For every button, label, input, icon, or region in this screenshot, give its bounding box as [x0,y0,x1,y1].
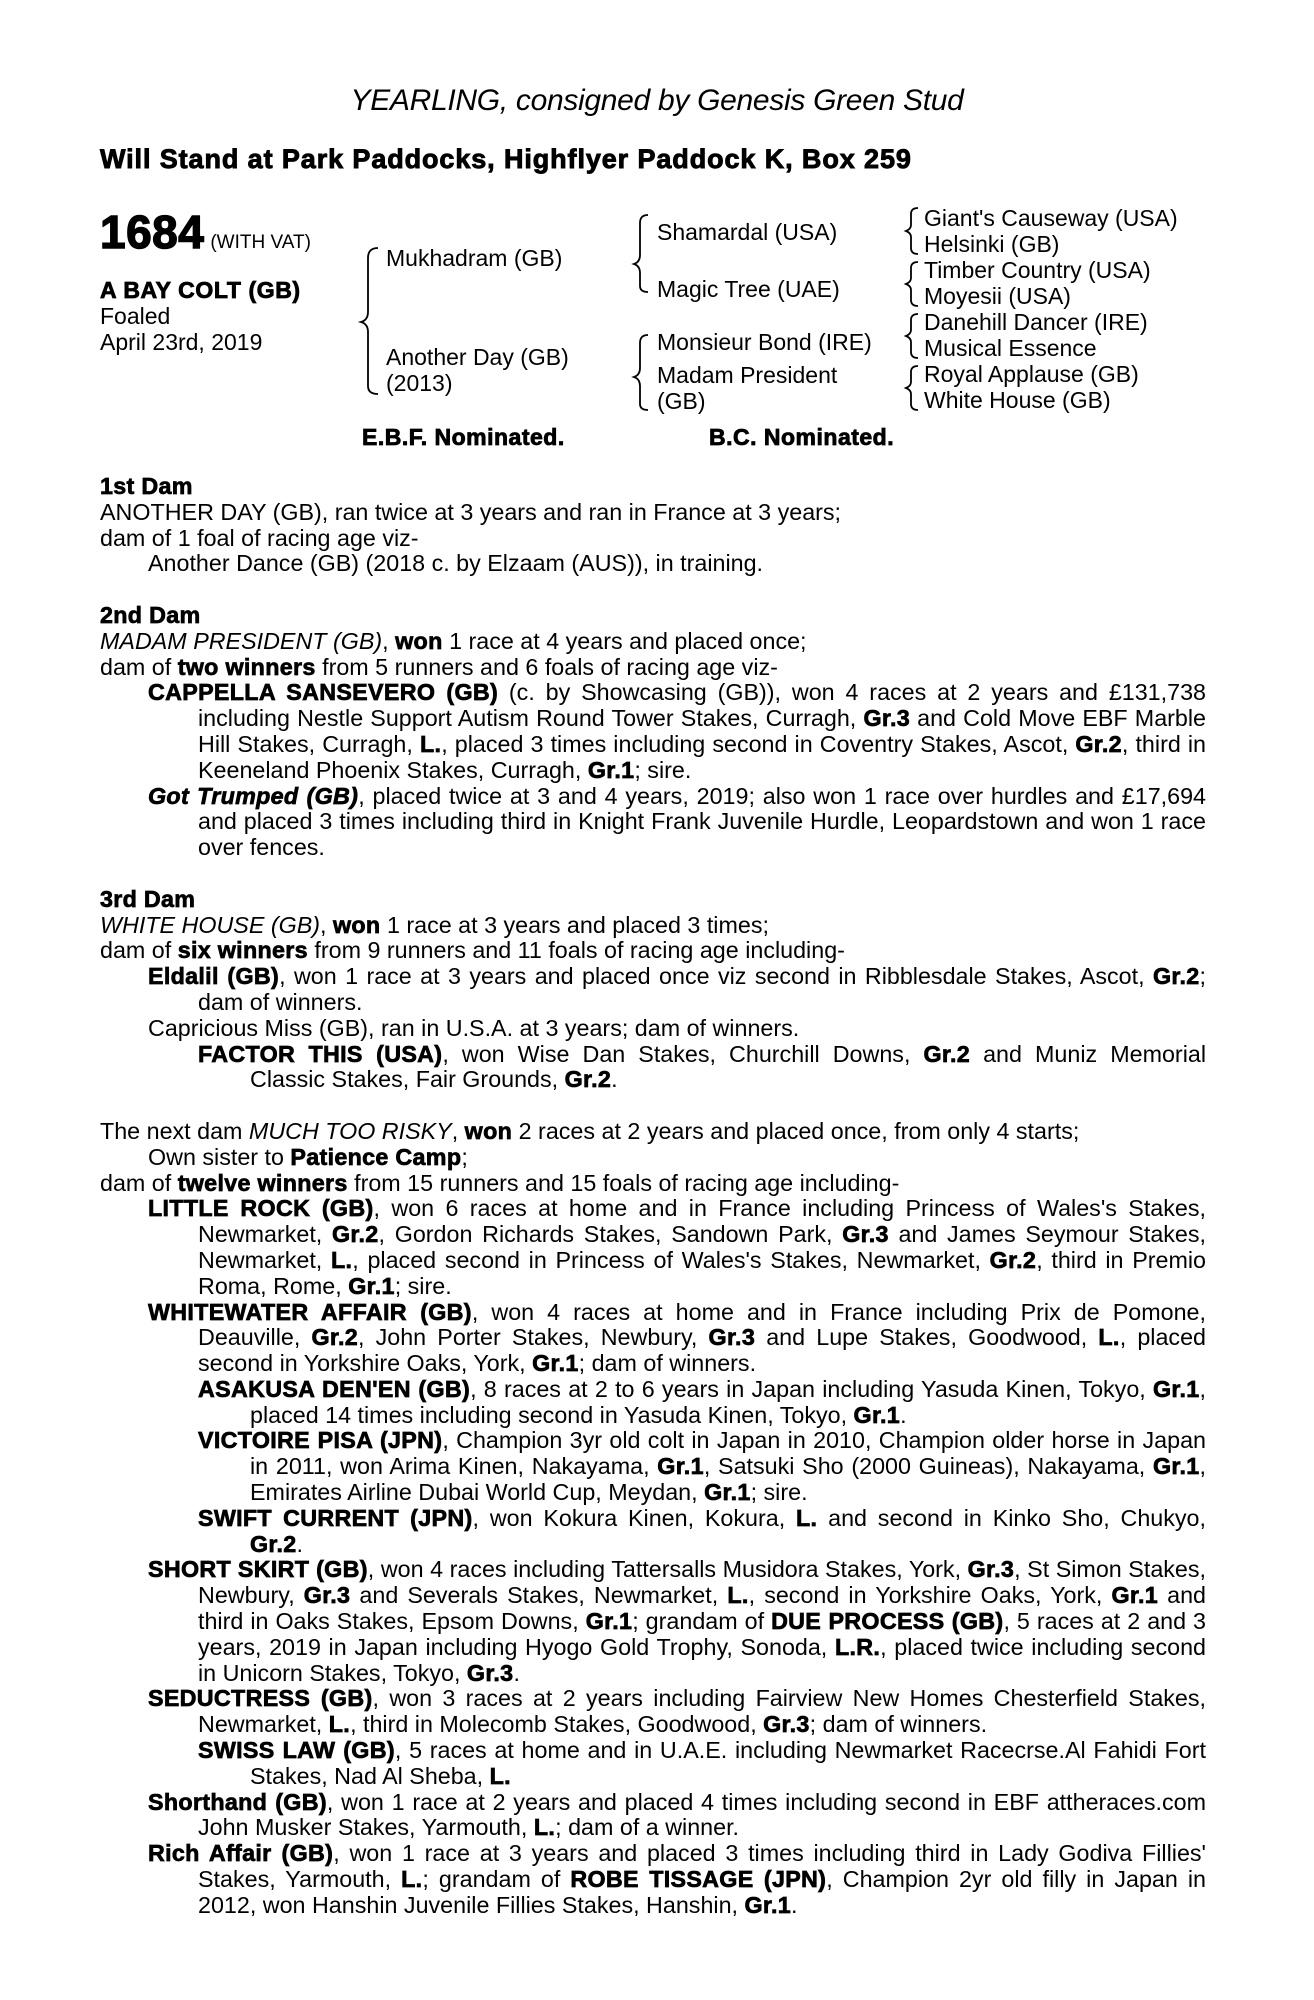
entry-text: ; dam of winners. [809,1711,988,1738]
entry-text: from 5 runners and 6 foals of racing age viz- [315,653,778,680]
entry-text: ; [461,1143,468,1170]
entry-text: The next dam [100,1117,249,1144]
section-spacer [100,1093,1206,1119]
lot-description: A BAY COLT (GB) [100,277,301,303]
emphasis-text: ASAKUSA DEN'EN (GB) [198,1375,471,1402]
entry-text: , 5 races at home and in U.A.E. including Newmarket Racecrse.Al Fahidi Fort Stakes, Nad Al Sheba, [250,1737,1206,1789]
pedigree-sire: Mukhadram (GB) [386,245,563,271]
entry-text: ; grandam of [422,1866,571,1893]
emphasis-text: two winners [177,653,316,680]
pedigree-entry [100,1042,1206,1094]
emphasis-text: Gr.3 [303,1582,351,1609]
emphasis-text: SEDUCTRESS (GB) [148,1685,373,1712]
stand-location: Will Stand at Park Paddocks, Highflyer Paddock K, Box 259 [100,144,912,174]
entry-text: , third in Molecomb Stakes, Goodwood, [350,1711,764,1738]
emphasis-text: Rich Affair (GB) [148,1840,334,1867]
entry-text: ANOTHER DAY (GB), ran twice at 3 years and ran in France at 3 years; [100,498,842,525]
entry-text: (c. by Showcasing (GB)), won 4 races at 2 years and £131,738 including Nestle Support Autism Round Tower Stakes, Curragh, [198,679,1206,732]
entry-text: , third in Keeneland Phoenix Stakes, Curragh, [198,730,1206,783]
entry-text: , placed 3 times including second in Coventry Stakes, Ascot, [441,730,1076,757]
section-heading: 2nd Dam [100,601,201,628]
entry-text: dam of 1 foal of racing age viz- [100,524,419,551]
pedigree-dam-year: (2013) [386,370,453,396]
entry-text: . [900,1401,907,1428]
entry-text: Own sister to [148,1143,291,1170]
dam-section [100,603,1206,861]
emphasis-text: L. [489,1762,511,1789]
entry-text: , [451,1117,465,1144]
entry-text: , won Kokura Kinen, Kokura, [472,1504,796,1531]
emphasis-text: LITTLE ROCK (GB) [148,1195,374,1222]
dam-sections [100,474,1206,1919]
entry-text: , Champion 2yr old filly in Japan in 2012, won Hanshin Juvenile Fillies Stakes, Hanshin, [198,1866,1206,1918]
emphasis-text: Gr.2 [923,1040,971,1067]
pedigree-entry [100,1377,1206,1429]
entry-text: , 5 races at 2 and 3 years, 2019 in Japan including Hyogo Gold Trophy, Sonoda, [198,1608,1207,1660]
entry-text: , second in Yorkshire Oaks, York, [748,1582,1112,1609]
dam-section [100,1119,1206,1919]
pedigree-dam-dam-country: (GB) [657,388,706,414]
emphasis-text: six winners [177,937,308,964]
entry-text: , [382,627,396,654]
entry-text: ; dam of a winner. [555,1814,740,1841]
foaled-label: Foaled [100,303,171,329]
entry-text: . [296,1530,304,1557]
emphasis-text: Patience Camp [290,1143,462,1170]
brace-icon [906,366,918,410]
emphasis-text: SWIFT CURRENT (JPN) [198,1504,473,1531]
emphasis-text: Gr.1 [348,1272,395,1299]
emphasis-text: L. [419,730,442,757]
emphasis-text: Gr.3 [842,1221,889,1248]
pedigree-dam-name: Another Day (GB) [386,344,569,370]
pedigree-entry [100,1300,1206,1377]
emphasis-text: CAPPELLA SANSEVERO (GB) [148,679,499,706]
entry-text: , won 1 race at 3 years and placed 3 times including third in Lady Godiva Fillies' Stakes, Yarmouth, [198,1840,1206,1893]
emphasis-text: WHITEWATER AFFAIR (GB) [148,1298,472,1325]
entry-text: ; grandam of [632,1608,772,1635]
pedigree-entry [100,1738,1206,1790]
entry-text: 2 races at 2 years and placed once, from only 4 starts; [512,1117,1080,1144]
pedigree-entry [100,1145,1206,1171]
brace-icon [906,262,918,306]
emphasis-text: Gr.1 [1111,1582,1159,1609]
entry-text: , placed twice at 3 and 4 years, 2019; also won 1 race over hurdles and £17,694 and placed 3 times including third in Knight Frank Juvenile Hurdle, Leopardstown and won 1 race over fences. [198,782,1206,861]
section-spacer [100,861,1206,887]
entry-text: . [611,1066,618,1093]
entry-text: , third in Premio Roma, Rome, [198,1246,1207,1299]
emphasis-text: won [464,1117,513,1144]
entry-text: . [791,1891,798,1918]
pedigree-ancestor: White House (GB) [924,387,1111,413]
pedigree-ggen [924,205,1178,413]
brace-icon [634,215,648,292]
entry-text: , placed second in Princess of Wales's Stakes, Newmarket, [352,1246,990,1273]
emphasis-text: Gr.2 [989,1246,1037,1273]
emphasis-text: Gr.2 [250,1530,297,1557]
entry-text: , won 4 races at home and in France including Prix de Pomone, Deauville, [198,1298,1206,1351]
dam-name-text: WHITE HOUSE (GB) [100,911,321,938]
pedigree-entry [100,964,1206,1016]
emphasis-text: Gr.2 [1152,963,1200,990]
dam-section [100,474,1206,577]
emphasis-text: Gr.1 [1152,1453,1200,1480]
pedigree-dam [386,344,569,396]
emphasis-text: Eldalil (GB) [148,963,280,990]
emphasis-text: Gr.3 [708,1324,756,1351]
entry-text: , John Porter Stakes, Newbury, [357,1324,709,1351]
section-heading: 1st Dam [100,473,193,499]
emphasis-text: Gr.1 [744,1891,792,1918]
dam-name-text: MADAM PRESIDENT (GB) [100,627,383,654]
entry-text: ; sire. [394,1272,452,1299]
emphasis-text: VICTOIRE PISA (JPN) [198,1427,443,1454]
pedigree-dam-dam [657,362,837,414]
pedigree-entry [100,629,1206,655]
pedigree-entry [100,1841,1206,1918]
entry-text: and Severals Stakes, Newmarket, [350,1582,728,1609]
entry-text: , Satsuki Sho (2000 Guineas), Nakayama, [703,1453,1153,1480]
pedigree-entry [100,1428,1206,1505]
emphasis-text: twelve winners [177,1169,348,1196]
entry-text: , St Simon Stakes, Newbury, [198,1556,1206,1609]
pedigree-entry [100,1171,1206,1197]
entry-text: , won 1 race at 2 years and placed 4 times including second in EBF attheraces.com John Musker Stakes, Yarmouth, [198,1788,1206,1841]
entry-text: and James Seymour Stakes, Newmarket, [198,1221,1207,1273]
pedigree-entry [100,784,1206,861]
entry-text: ; sire. [634,756,692,783]
pedigree-entry [100,1196,1206,1299]
pedigree-entry [100,1686,1206,1738]
dam-section [100,887,1206,1093]
section-spacer [100,577,1206,603]
pedigree-entry [100,1506,1206,1558]
pedigree-sire-dam: Magic Tree (UAE) [657,276,840,302]
emphasis-text: L. [533,1814,556,1841]
vat-note: (WITH VAT) [210,232,311,253]
emphasis-text: L.R. [834,1633,881,1660]
emphasis-text: Gr.1 [1153,1375,1200,1402]
dam-name-text: MUCH TOO RISKY [248,1117,452,1144]
emphasis-text: Gr.3 [863,705,910,732]
section-heading: 3rd Dam [100,885,196,912]
entry-text: , 8 races at 2 to 6 years in Japan including Yasuda Kinen, Tokyo, [470,1375,1153,1402]
pedigree-entry [100,500,1206,526]
entry-text: , placed 14 times including second in Yasuda Kinen, Tokyo, [250,1375,1207,1428]
pedigree-entry [100,938,1206,964]
emphasis-text: L. [727,1582,749,1609]
brace-icon [906,208,918,254]
pedigree-entry [100,655,1206,681]
emphasis-text: FACTOR THIS (USA) [198,1040,443,1067]
emphasis-text: won [395,627,443,654]
pedigree-entry [100,1016,1206,1042]
entry-text: and Muniz Memorial Classic Stakes, Fair Grounds, [250,1040,1206,1093]
entry-text: and Cold Move EBF Marble Hill Stakes, Curragh, [198,705,1206,757]
emphasis-text: Shorthand (GB) [148,1788,327,1815]
brace-icon [906,314,918,358]
brace-icon [361,248,378,394]
pedigree-ancestor: Timber Country (USA) [924,257,1151,283]
emphasis-text: Gr.1 [853,1401,901,1428]
entry-text: , won 4 races including Tattersalls Musidora Stakes, York, [367,1556,968,1583]
entry-text: ; dam of winners. [578,1350,757,1377]
entry-text: , won 3 races at 2 years including Fairview New Homes Chesterfield Stakes, Newmarket, [198,1685,1207,1738]
emphasis-text: Gr.2 [311,1324,358,1351]
emphasis-text: Gr.1 [587,756,635,783]
emphasis-text: Gr.2 [332,1221,379,1248]
entry-text: 1 race at 3 years and placed 3 times; [380,911,769,938]
pedigree-entry [100,680,1206,783]
entry-text: , won Wise Dan Stakes, Churchill Downs, [442,1040,924,1067]
emphasis-text: Got Trumped (GB) [148,782,359,809]
entry-text: and third in Oaks Stakes, Epsom Downs, [198,1582,1206,1635]
pedigree-sire-sire: Shamardal (USA) [657,219,838,245]
bc-nominated: B.C. Nominated. [709,424,895,450]
emphasis-text: Gr.1 [532,1350,579,1377]
pedigree-entry [100,1790,1206,1842]
entry-text: ; dam of winners. [198,963,1206,1015]
emphasis-text: L. [795,1504,818,1531]
pedigree-entry [100,913,1206,939]
pedigree-ancestor: Danehill Dancer (IRE) [924,309,1148,335]
emphasis-text: L. [401,1866,423,1893]
emphasis-text: won [332,911,381,938]
entry-text: Another Dance (GB) (2018 c. by Elzaam (AUS)), in training. [148,550,764,577]
emphasis-text: Gr.3 [967,1556,1015,1583]
emphasis-text: Gr.2 [564,1066,612,1093]
pedigree-dam-sire: Monsieur Bond (IRE) [657,329,872,355]
emphasis-text: ROBE TISSAGE (JPN) [570,1866,827,1893]
entry-text: from 9 runners and 11 foals of racing age including- [307,937,845,964]
entry-text: dam of [100,937,178,964]
pedigree-ancestor: Giant's Causeway (USA) [924,205,1178,231]
emphasis-text: DUE PROCESS (GB) [771,1608,1004,1635]
entry-text: , [320,911,333,938]
emphasis-text: Gr.1 [657,1453,704,1480]
entry-text: and Lupe Stakes, Goodwood, [755,1324,1099,1351]
emphasis-text: L. [330,1246,353,1273]
entry-text: , Champion 3yr old colt in Japan in 2010, Champion older horse in Japan in 2011, won Arima Kinen, Nakayama, [250,1427,1206,1480]
entry-text: 1 race at 4 years and placed once; [442,627,807,654]
emphasis-text: Gr.1 [704,1479,751,1506]
pedigree-dam-dam-name: Madam President [657,362,838,388]
entry-text: , placed twice including second in Unicorn Stakes, Tokyo, [198,1633,1206,1686]
entry-text: . [513,1659,520,1686]
emphasis-text: Gr.2 [1075,730,1122,757]
entry-text: from 15 runners and 15 foals of racing age including- [347,1169,900,1196]
pedigree-entry [100,1557,1206,1686]
pedigree-ancestor: Musical Essence [924,335,1097,361]
pedigree-ancestor: Royal Applause (GB) [924,361,1139,387]
ebf-nominated: E.B.F. Nominated. [362,424,565,450]
consignment-title: YEARLING, consigned by Genesis Green Stud [350,84,964,117]
entry-text: , won 6 races at home and in France including Princess of Wales's Stakes, Newmarket, [198,1195,1206,1248]
entry-text: ; sire. [750,1479,808,1506]
lot-number: 1684 [100,206,205,258]
emphasis-text: L. [1098,1324,1120,1351]
pedigree-entry [100,1119,1206,1145]
entry-text: , Gordon Richards Stakes, Sandown Park, [378,1221,843,1248]
emphasis-text: SWISS LAW (GB) [198,1737,395,1764]
foaled-date: April 23rd, 2019 [100,329,263,355]
emphasis-text: SHORT SKIRT (GB) [148,1556,368,1583]
pedigree-entry [100,526,1206,552]
pedigree-ancestor: Helsinki (GB) [924,231,1060,257]
emphasis-text: L. [328,1711,351,1738]
entry-text: dam of [100,1169,178,1196]
emphasis-text: Gr.3 [466,1659,514,1686]
entry-text: , Emirates Airline Dubai World Cup, Meydan, [250,1453,1206,1506]
entry-text: , won 1 race at 3 years and placed once viz second in Ribblesdale Stakes, Ascot, [279,963,1153,990]
emphasis-text: Gr.3 [763,1711,810,1738]
pedigree-ancestor: Moyesii (USA) [924,283,1071,309]
entry-text: dam of [100,653,178,680]
emphasis-text: Gr.1 [585,1608,633,1635]
entry-text: and second in Kinko Sho, Chukyo, [817,1504,1206,1531]
brace-icon [634,335,648,410]
entry-text: Capricious Miss (GB), ran in U.S.A. at 3 years; dam of winners. [148,1014,800,1041]
pedigree-entry [100,551,1206,577]
entry-text: , placed second in Yorkshire Oaks, York, [198,1324,1206,1377]
